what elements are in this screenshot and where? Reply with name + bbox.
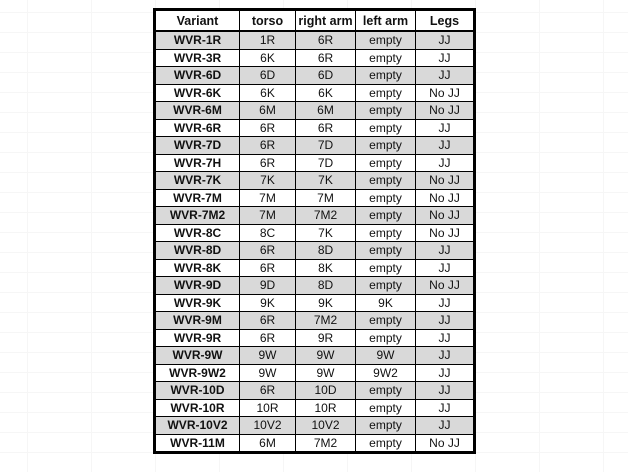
cell-torso[interactable]: 7M (240, 207, 296, 225)
cell-torso[interactable]: 6D (240, 67, 296, 85)
cell-torso[interactable]: 9W (240, 364, 296, 382)
table-row (156, 312, 474, 330)
cell-torso[interactable]: 10V2 (240, 417, 296, 435)
cell-left-arm[interactable]: empty (356, 417, 416, 435)
cell-right-arm[interactable]: 7M (296, 189, 356, 207)
table-row (156, 31, 474, 49)
cell-variant[interactable]: WVR-10R (156, 399, 240, 417)
table-row (156, 399, 474, 417)
cell-left-arm[interactable]: 9K (356, 294, 416, 312)
cell-torso[interactable]: 6R (240, 259, 296, 277)
table-row (156, 119, 474, 137)
cell-torso[interactable]: 6R (240, 242, 296, 260)
cell-right-arm[interactable]: 6D (296, 67, 356, 85)
table-row (156, 382, 474, 400)
cell-left-arm[interactable]: empty (356, 189, 416, 207)
header-row (156, 11, 474, 32)
cell-torso[interactable]: 6K (240, 49, 296, 67)
cell-left-arm[interactable]: empty (356, 242, 416, 260)
cell-legs[interactable]: No JJ (416, 207, 474, 225)
cell-legs[interactable]: JJ (416, 154, 474, 172)
cell-right-arm[interactable]: 8D (296, 242, 356, 260)
cell-torso[interactable]: 9W (240, 347, 296, 365)
cell-right-arm[interactable]: 9W (296, 347, 356, 365)
cell-legs[interactable]: No JJ (416, 102, 474, 120)
cell-left-arm[interactable]: empty (356, 102, 416, 120)
cell-right-arm[interactable]: 7M2 (296, 312, 356, 330)
cell-left-arm[interactable]: empty (356, 224, 416, 242)
cell-variant[interactable]: WVR-7M2 (156, 207, 240, 225)
cell-torso[interactable]: 6R (240, 382, 296, 400)
cell-variant[interactable]: WVR-9W (156, 347, 240, 365)
cell-variant[interactable]: WVR-10D (156, 382, 240, 400)
cell-variant[interactable]: WVR-3R (156, 49, 240, 67)
cell-variant[interactable]: WVR-7K (156, 172, 240, 190)
cell-torso[interactable]: 6M (240, 434, 296, 452)
table-row (156, 434, 474, 452)
cell-right-arm[interactable]: 9R (296, 329, 356, 347)
table-row (156, 277, 474, 295)
cell-torso[interactable]: 7M (240, 189, 296, 207)
cell-legs[interactable]: JJ (416, 242, 474, 260)
table-row (156, 224, 474, 242)
cell-variant[interactable]: WVR-8K (156, 259, 240, 277)
cell-variant[interactable]: WVR-6R (156, 119, 240, 137)
header-torso[interactable]: torso (240, 11, 296, 32)
header-variant[interactable]: Variant (156, 11, 240, 32)
cell-variant[interactable]: WVR-8C (156, 224, 240, 242)
cell-variant[interactable]: WVR-11M (156, 434, 240, 452)
cell-right-arm[interactable]: 10R (296, 399, 356, 417)
cell-left-arm[interactable]: 9W (356, 347, 416, 365)
cell-right-arm[interactable]: 8K (296, 259, 356, 277)
cell-variant[interactable]: WVR-6D (156, 67, 240, 85)
cell-legs[interactable]: JJ (416, 119, 474, 137)
cell-variant[interactable]: WVR-9R (156, 329, 240, 347)
cell-variant[interactable]: WVR-7D (156, 137, 240, 155)
table-row (156, 67, 474, 85)
table-row (156, 137, 474, 155)
cell-right-arm[interactable]: 7K (296, 172, 356, 190)
cell-left-arm[interactable]: empty (356, 49, 416, 67)
cell-left-arm[interactable]: empty (356, 277, 416, 295)
cell-torso[interactable]: 1R (240, 31, 296, 49)
cell-torso[interactable]: 8C (240, 224, 296, 242)
cell-torso[interactable]: 6K (240, 84, 296, 102)
cell-right-arm[interactable]: 9K (296, 294, 356, 312)
cell-legs[interactable]: JJ (416, 417, 474, 435)
cell-torso[interactable]: 6R (240, 119, 296, 137)
cell-left-arm[interactable]: empty (356, 329, 416, 347)
cell-variant[interactable]: WVR-10V2 (156, 417, 240, 435)
cell-torso[interactable]: 7K (240, 172, 296, 190)
cell-right-arm[interactable]: 7K (296, 224, 356, 242)
cell-left-arm[interactable]: empty (356, 382, 416, 400)
cell-torso[interactable]: 9K (240, 294, 296, 312)
cell-left-arm[interactable]: empty (356, 399, 416, 417)
cell-left-arm[interactable]: empty (356, 207, 416, 225)
cell-torso[interactable]: 6R (240, 312, 296, 330)
cell-legs[interactable]: JJ (416, 137, 474, 155)
cell-right-arm[interactable]: 7M2 (296, 207, 356, 225)
cell-legs[interactable]: JJ (416, 347, 474, 365)
cell-right-arm[interactable]: 7D (296, 137, 356, 155)
table-row (156, 189, 474, 207)
cell-legs[interactable]: No JJ (416, 84, 474, 102)
cell-variant[interactable]: WVR-9W2 (156, 364, 240, 382)
cell-variant[interactable]: WVR-7H (156, 154, 240, 172)
variant-table (155, 10, 474, 452)
cell-legs[interactable]: JJ (416, 259, 474, 277)
cell-torso[interactable]: 10R (240, 399, 296, 417)
table-row (156, 364, 474, 382)
cell-left-arm[interactable]: empty (356, 154, 416, 172)
cell-legs[interactable]: JJ (416, 31, 474, 49)
header-right-arm[interactable]: right arm (296, 11, 356, 32)
cell-left-arm[interactable]: empty (356, 312, 416, 330)
cell-legs[interactable]: JJ (416, 67, 474, 85)
cell-left-arm[interactable]: empty (356, 31, 416, 49)
cell-right-arm[interactable]: 6M (296, 102, 356, 120)
table-row (156, 347, 474, 365)
table-row (156, 329, 474, 347)
cell-right-arm[interactable]: 6R (296, 31, 356, 49)
cell-torso[interactable]: 9D (240, 277, 296, 295)
cell-variant[interactable]: WVR-1R (156, 31, 240, 49)
table-row (156, 49, 474, 67)
cell-legs[interactable]: JJ (416, 399, 474, 417)
cell-left-arm[interactable]: empty (356, 259, 416, 277)
cell-left-arm[interactable]: empty (356, 434, 416, 452)
table-row (156, 207, 474, 225)
cell-legs[interactable]: JJ (416, 312, 474, 330)
header-legs[interactable]: Legs (416, 11, 474, 32)
cell-right-arm[interactable]: 6R (296, 119, 356, 137)
cell-variant[interactable]: WVR-7M (156, 189, 240, 207)
cell-legs[interactable]: JJ (416, 329, 474, 347)
cell-legs[interactable]: JJ (416, 49, 474, 67)
cell-legs[interactable]: No JJ (416, 277, 474, 295)
cell-legs[interactable]: JJ (416, 294, 474, 312)
cell-left-arm[interactable]: empty (356, 84, 416, 102)
cell-variant[interactable]: WVR-9M (156, 312, 240, 330)
cell-legs[interactable]: No JJ (416, 189, 474, 207)
cell-left-arm[interactable]: empty (356, 172, 416, 190)
cell-left-arm[interactable]: empty (356, 137, 416, 155)
cell-left-arm[interactable]: 9W2 (356, 364, 416, 382)
cell-variant[interactable]: WVR-6M (156, 102, 240, 120)
cell-right-arm[interactable]: 9W (296, 364, 356, 382)
cell-variant[interactable]: WVR-9D (156, 277, 240, 295)
cell-right-arm[interactable]: 6R (296, 49, 356, 67)
cell-variant[interactable]: WVR-8D (156, 242, 240, 260)
cell-legs[interactable]: No JJ (416, 434, 474, 452)
table-row (156, 417, 474, 435)
cell-left-arm[interactable]: empty (356, 67, 416, 85)
table-row (156, 172, 474, 190)
table-row (156, 154, 474, 172)
table-row (156, 294, 474, 312)
cell-right-arm[interactable]: 6K (296, 84, 356, 102)
cell-right-arm[interactable]: 10D (296, 382, 356, 400)
cell-right-arm[interactable]: 7D (296, 154, 356, 172)
cell-variant[interactable]: WVR-6K (156, 84, 240, 102)
cell-legs[interactable]: JJ (416, 364, 474, 382)
cell-right-arm[interactable]: 8D (296, 277, 356, 295)
cell-legs[interactable]: No JJ (416, 224, 474, 242)
table-row (156, 102, 474, 120)
cell-right-arm[interactable]: 7M2 (296, 434, 356, 452)
cell-torso[interactable]: 6M (240, 102, 296, 120)
cell-torso[interactable]: 6R (240, 329, 296, 347)
cell-legs[interactable]: No JJ (416, 172, 474, 190)
table-row (156, 242, 474, 260)
cell-torso[interactable]: 6R (240, 137, 296, 155)
cell-torso[interactable]: 6R (240, 154, 296, 172)
cell-variant[interactable]: WVR-9K (156, 294, 240, 312)
table-body (156, 31, 474, 452)
table-row (156, 84, 474, 102)
cell-left-arm[interactable]: empty (356, 119, 416, 137)
table-row (156, 259, 474, 277)
header-left-arm[interactable]: left arm (356, 11, 416, 32)
cell-right-arm[interactable]: 10V2 (296, 417, 356, 435)
cell-legs[interactable]: JJ (416, 382, 474, 400)
